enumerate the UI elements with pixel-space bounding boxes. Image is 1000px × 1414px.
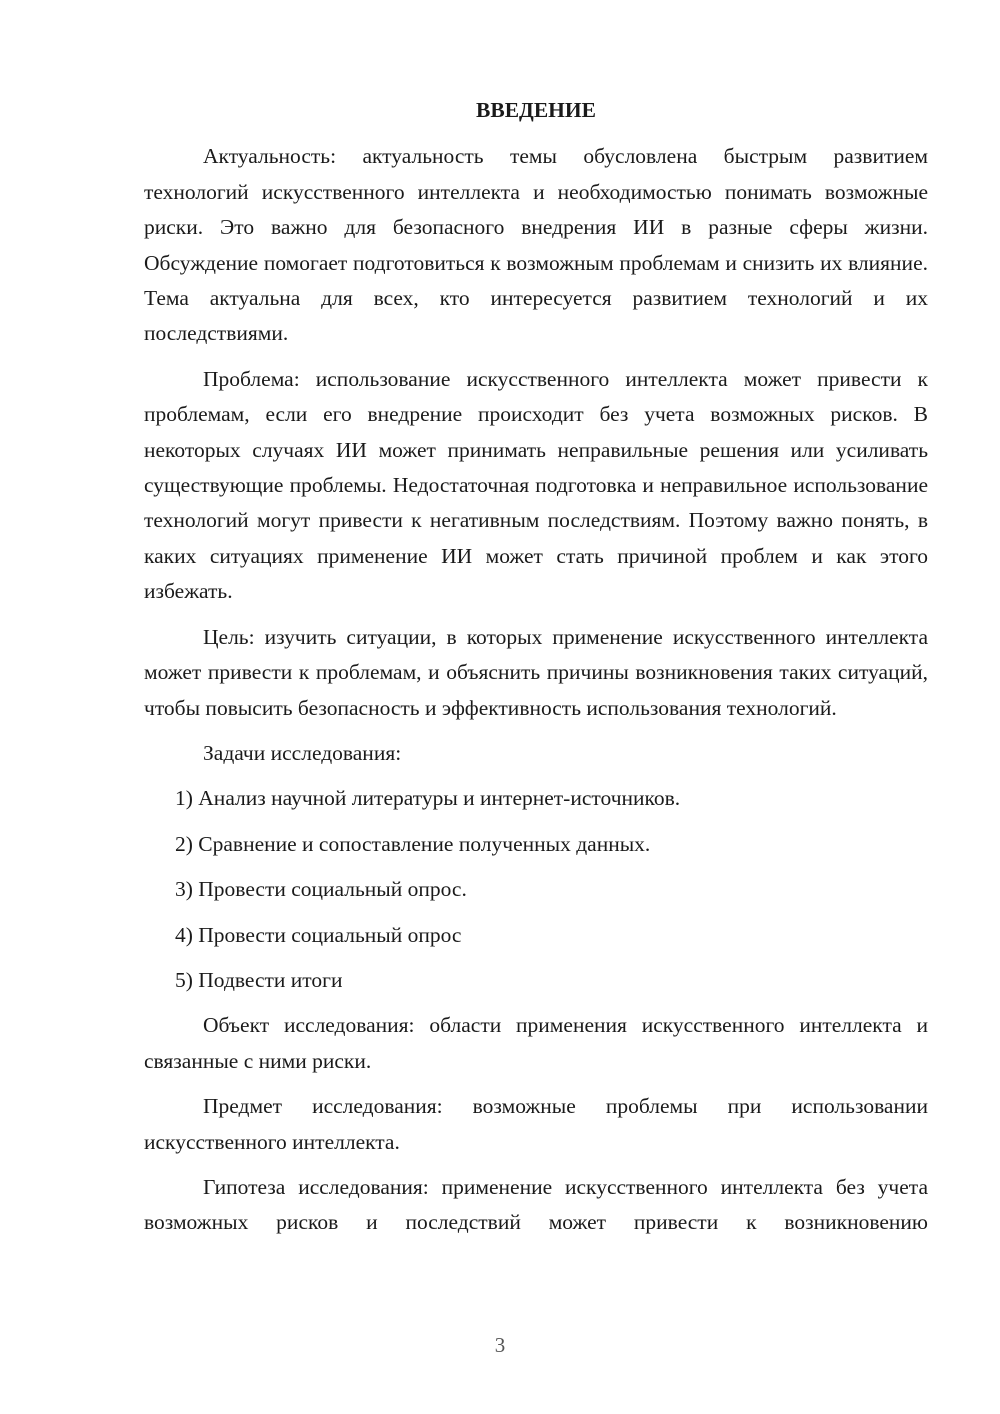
- paragraph-relevance: Актуальность: актуальность темы обусловлена быстрым развитием технологий искусственного интеллекта и необходимостью понимать возможные риски. Это важно для безопасного внедрения ИИ в разные сферы жизни. Обсуждение помогает подготовиться к возможным проблемам и снизить их влияние. Тема актуальна для всех, кто интересуется развитием технологий и их последствиями.: [144, 144, 928, 346]
- page-number: 3: [494, 1333, 506, 1357]
- task-item-4: 4) Провести социальный опрос: [175, 922, 462, 947]
- task-item-1: 1) Анализ научной литературы и интернет-источников.: [175, 786, 681, 811]
- task-item-2: 2) Сравнение и сопоставление полученных данных.: [175, 831, 651, 856]
- paragraph-hypothesis: Гипотеза исследования: применение искусственного интеллекта без учета возможных рисков и последствий может привести к возникновению: [144, 1174, 928, 1235]
- paragraph-problem: Проблема: использование искусственного интеллекта может привести к проблемам, если его внедрение происходит без учета возможных рисков. В некоторых случаях ИИ может принимать неправильные решения или усиливать существующие проблемы. Недостаточная подготовка и неправильное использование технологий могут привести к негативным последствиям. Поэтому важно понять, в каких ситуациях применение ИИ может стать причиной проблем и как этого избежать.: [144, 366, 928, 604]
- tasks-heading: Задачи исследования:: [203, 740, 402, 765]
- task-item-3: 3) Провести социальный опрос.: [175, 877, 467, 902]
- paragraph-object: Объект исследования: области применения искусственного интеллекта и связанные с ними риски.: [144, 1013, 928, 1073]
- document-body: [144, 93, 928, 1251]
- paragraph-goal: Цель: изучить ситуации, в которых применение искусственного интеллекта может привести к проблемам, и объяснить причины возникновения таких ситуаций, чтобы повысить безопасность и эффективность использования технологий.: [144, 624, 928, 720]
- section-title: ВВЕДЕНИЕ: [476, 98, 596, 122]
- paragraph-subject: Предмет исследования: возможные проблемы при использовании искусственного интеллекта.: [144, 1094, 928, 1154]
- task-item-5: 5) Подвести итоги: [175, 967, 343, 992]
